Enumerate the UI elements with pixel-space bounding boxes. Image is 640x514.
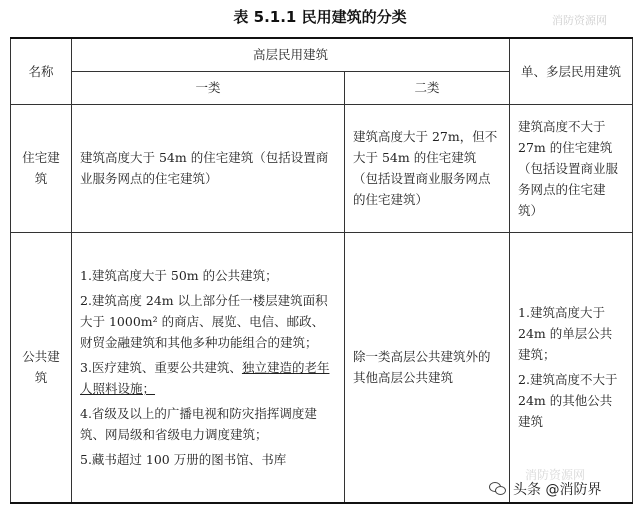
table-title: 表 5.1.1 民用建筑的分类	[233, 8, 407, 26]
public-low-multi-item1: 1.建筑高度大于 24m 的单层公共建筑；	[518, 305, 613, 363]
public-class1-item5: 5.藏书超过 100 万册的图书馆、书库	[80, 451, 287, 467]
public-class1-item1: 1.建筑高度大于 50m 的公共建筑；	[80, 267, 278, 283]
wechat-icon	[489, 482, 507, 496]
header-high-rise: 高层民用建筑	[72, 38, 510, 71]
public-low-multi-item2: 2.建筑高度不大于 24m 的其他公共建筑	[518, 372, 618, 430]
row-label-residential: 住宅建筑	[11, 104, 72, 232]
public-class1-item3-b: 独立建造的老年人照料设施；	[80, 359, 330, 396]
footer-watermark	[489, 479, 601, 499]
public-class1-item3	[80, 357, 336, 399]
header-class2: 二类	[345, 71, 510, 104]
header-low-multi: 单、多层民用建筑	[510, 38, 633, 104]
public-class1-item3-a: 3.医疗建筑、重要公共建筑、	[80, 359, 242, 375]
faint-watermark: 消防资源网	[525, 468, 586, 482]
residential-class1: 建筑高度大于 54m 的住宅建筑（包括设置商业服务网点的住宅建筑）	[72, 104, 345, 232]
classification-table	[10, 37, 633, 504]
public-low-multi	[510, 232, 633, 503]
public-class1-item2: 2.建筑高度 24m 以上部分任一楼层建筑面积大于 1000m² 的商店、展览、电信、邮政、财贸金融建筑和其他多种功能组合的建筑；	[80, 292, 328, 350]
residential-low-multi: 建筑高度不大于 27m 的住宅建筑（包括设置商业服务网点的住宅建筑）	[510, 104, 633, 232]
row-label-public: 公共建筑	[11, 232, 72, 503]
residential-class2: 建筑高度大于 27m，但不大于 54m 的住宅建筑（包括设置商业服务网点的住宅建筑）	[345, 104, 510, 232]
public-class1-item4: 4.省级及以上的广播电视和防灾指挥调度建筑、网局级和省级电力调度建筑；	[80, 405, 317, 442]
header-name: 名称	[11, 38, 72, 104]
public-class1	[72, 232, 345, 503]
header-class1: 一类	[72, 71, 345, 104]
footer-watermark-text: 头条 @消防界	[513, 482, 602, 498]
public-class2: 除一类高层公共建筑外的其他高层公共建筑	[345, 232, 510, 503]
watermark-top: 消防资源网	[552, 14, 607, 27]
